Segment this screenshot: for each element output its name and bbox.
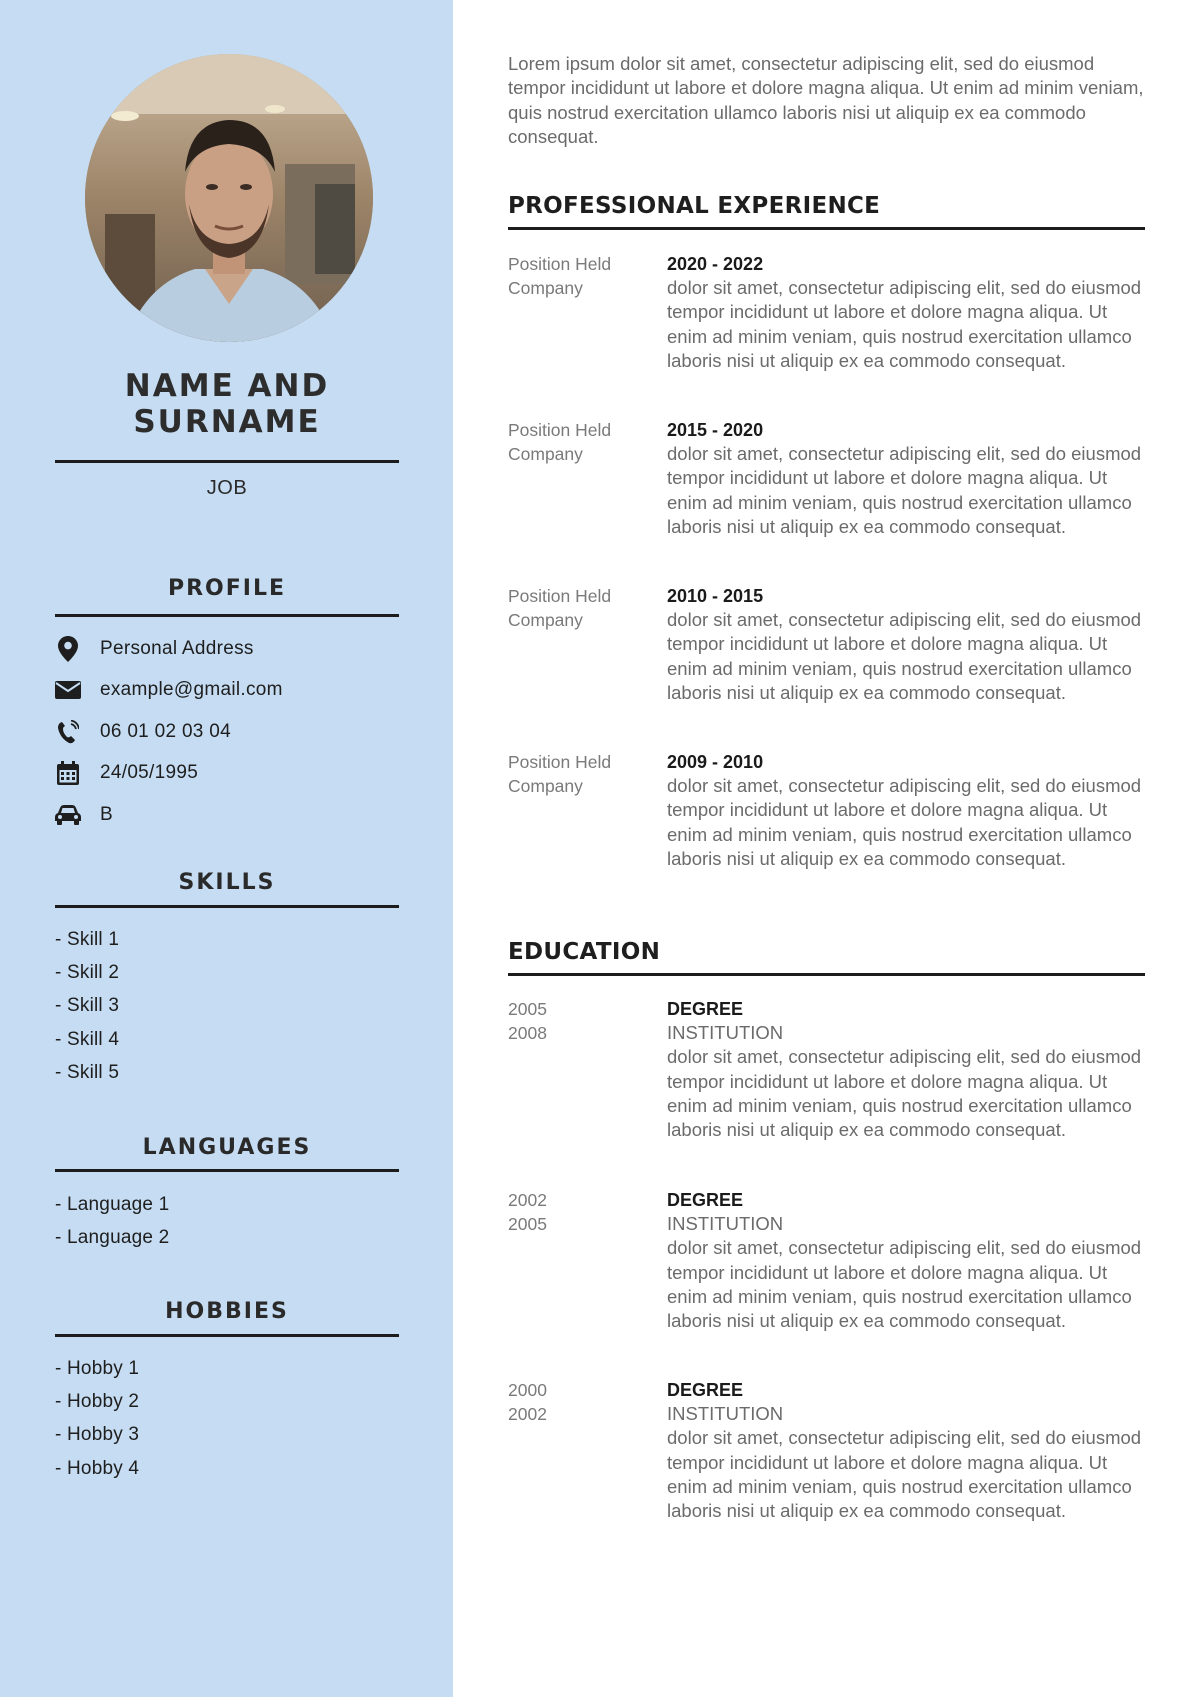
skill-item: - Skill 3 (55, 995, 120, 1017)
contact-list (55, 628, 399, 836)
languages-divider (55, 1169, 399, 1172)
education-end-year: 2008 (508, 1023, 547, 1043)
languages-list (55, 1188, 399, 1254)
job-title: JOB (206, 477, 248, 499)
degree-title: DEGREE (667, 999, 744, 1019)
contact-address-text: Personal Address (100, 637, 254, 659)
education-end-year: 2002 (508, 1404, 547, 1424)
position-held: Position Held (508, 752, 612, 772)
education-heading: EDUCATION (508, 939, 661, 965)
position-held: Position Held (508, 420, 612, 440)
experience-dates: 2020 - 2022 (667, 254, 764, 274)
company-name: Company (508, 610, 583, 630)
hobby-item: - Hobby 3 (55, 1424, 140, 1446)
hobbies-list (55, 1352, 399, 1485)
education-start-year: 2005 (508, 999, 547, 1019)
degree-title: DEGREE (667, 1190, 744, 1210)
language-item: - Language 1 (55, 1194, 170, 1215)
skill-item: - Skill 5 (55, 1061, 120, 1083)
contact-birthdate (55, 753, 399, 795)
name-divider (55, 460, 399, 463)
experience-dates: 2015 - 2020 (667, 420, 764, 440)
language-item: - Language 2 (55, 1227, 170, 1249)
position-held: Position Held (508, 254, 612, 274)
skills-list (55, 923, 399, 1089)
sidebar (0, 0, 453, 1697)
experience-dates: 2009 - 2010 (667, 752, 764, 772)
education-end-year: 2005 (508, 1214, 547, 1234)
skills-heading: SKILLS (178, 870, 276, 895)
education-description: dolor sit amet, consectetur adipiscing elit, sed do eiusmod tempor incididunt ut labore et dolore magna aliqua. Ut enim ad minim veniam, quis nostrud exercitation ullamco laboris nisi ut aliquip ex ea commodo consequat. (667, 1046, 1142, 1141)
contact-phone (55, 711, 399, 753)
phone-icon (55, 719, 81, 745)
hobbies-divider (55, 1334, 399, 1337)
contact-license-text: B (100, 803, 113, 825)
hobby-item: - Hobby 4 (55, 1457, 140, 1479)
experience-description: dolor sit amet, consectetur adipiscing elit, sed do eiusmod tempor incididunt ut labore et dolore magna aliqua. Ut enim ad minim veniam, quis nostrud exercitation ullamco laboris nisi ut aliquip ex ea commodo consequat. (667, 609, 1142, 703)
profile-name: NAME AND SURNAME (124, 368, 330, 440)
skill-item: - Skill 4 (55, 1028, 120, 1050)
experience-description: dolor sit amet, consectetur adipiscing elit, sed do eiusmod tempor incididunt ut labore et dolore magna aliqua. Ut enim ad minim veniam, quis nostrud exercitation ullamco laboris nisi ut aliquip ex ea commodo consequat. (667, 277, 1142, 371)
car-icon (55, 802, 81, 828)
contact-phone-text: 06 01 02 03 04 (100, 720, 231, 742)
degree-title: DEGREE (667, 1380, 744, 1400)
hobbies-heading: HOBBIES (165, 1299, 289, 1324)
skill-item: - Skill 1 (55, 929, 120, 950)
experience-description: dolor sit amet, consectetur adipiscing elit, sed do eiusmod tempor incididunt ut labore et dolore magna aliqua. Ut enim ad minim veniam, quis nostrud exercitation ullamco laboris nisi ut aliquip ex ea commodo consequat. (667, 443, 1142, 537)
location-pin-icon (55, 636, 81, 662)
education-description: dolor sit amet, consectetur adipiscing elit, sed do eiusmod tempor incididunt ut labore et dolore magna aliqua. Ut enim ad minim veniam, quis nostrud exercitation ullamco laboris nisi ut aliquip ex ea commodo consequat. (667, 1427, 1142, 1522)
institution-name: INSTITUTION (667, 1403, 784, 1425)
position-held: Position Held (508, 586, 612, 606)
contact-address (55, 628, 399, 670)
contact-email (55, 670, 399, 712)
experience-description: dolor sit amet, consectetur adipiscing elit, sed do eiusmod tempor incididunt ut labore et dolore magna aliqua. Ut enim ad minim veniam, quis nostrud exercitation ullamco laboris nisi ut aliquip ex ea commodo consequat. (667, 775, 1142, 869)
institution-name: INSTITUTION (667, 1213, 784, 1235)
hobby-item: - Hobby 2 (55, 1391, 140, 1413)
intro-paragraph: Lorem ipsum dolor sit amet, consectetur adipiscing elit, sed do eiusmod tempor incididunt ut labore et dolore magna aliqua. Ut enim ad minim veniam, quis nostrud exercitation ullamco laboris nisi ut aliquip ex ea commodo consequat. (508, 53, 1144, 147)
envelope-icon (55, 677, 81, 703)
skills-divider (55, 905, 399, 908)
profile-heading: PROFILE (167, 576, 287, 601)
profile-photo (85, 54, 373, 342)
education-start-year: 2002 (508, 1190, 547, 1210)
contact-license (55, 794, 399, 836)
skill-item: - Skill 2 (55, 962, 120, 984)
company-name: Company (508, 444, 583, 464)
hobby-item: - Hobby 1 (55, 1358, 140, 1379)
company-name: Company (508, 278, 583, 298)
institution-name: INSTITUTION (667, 1022, 784, 1044)
contact-birthdate-text: 24/05/1995 (100, 762, 199, 784)
calendar-icon (55, 760, 81, 786)
company-name: Company (508, 776, 583, 796)
profile-divider (55, 614, 399, 617)
experience-divider (508, 227, 1145, 230)
contact-email-text: example@gmail.com (100, 679, 283, 701)
education-start-year: 2000 (508, 1380, 547, 1400)
experience-dates: 2010 - 2015 (667, 586, 764, 606)
languages-heading: LANGUAGES (142, 1135, 312, 1160)
education-description: dolor sit amet, consectetur adipiscing elit, sed do eiusmod tempor incididunt ut labore et dolore magna aliqua. Ut enim ad minim veniam, quis nostrud exercitation ullamco laboris nisi ut aliquip ex ea commodo consequat. (667, 1237, 1142, 1332)
education-divider (508, 973, 1145, 976)
experience-heading: PROFESSIONAL EXPERIENCE (508, 193, 881, 219)
